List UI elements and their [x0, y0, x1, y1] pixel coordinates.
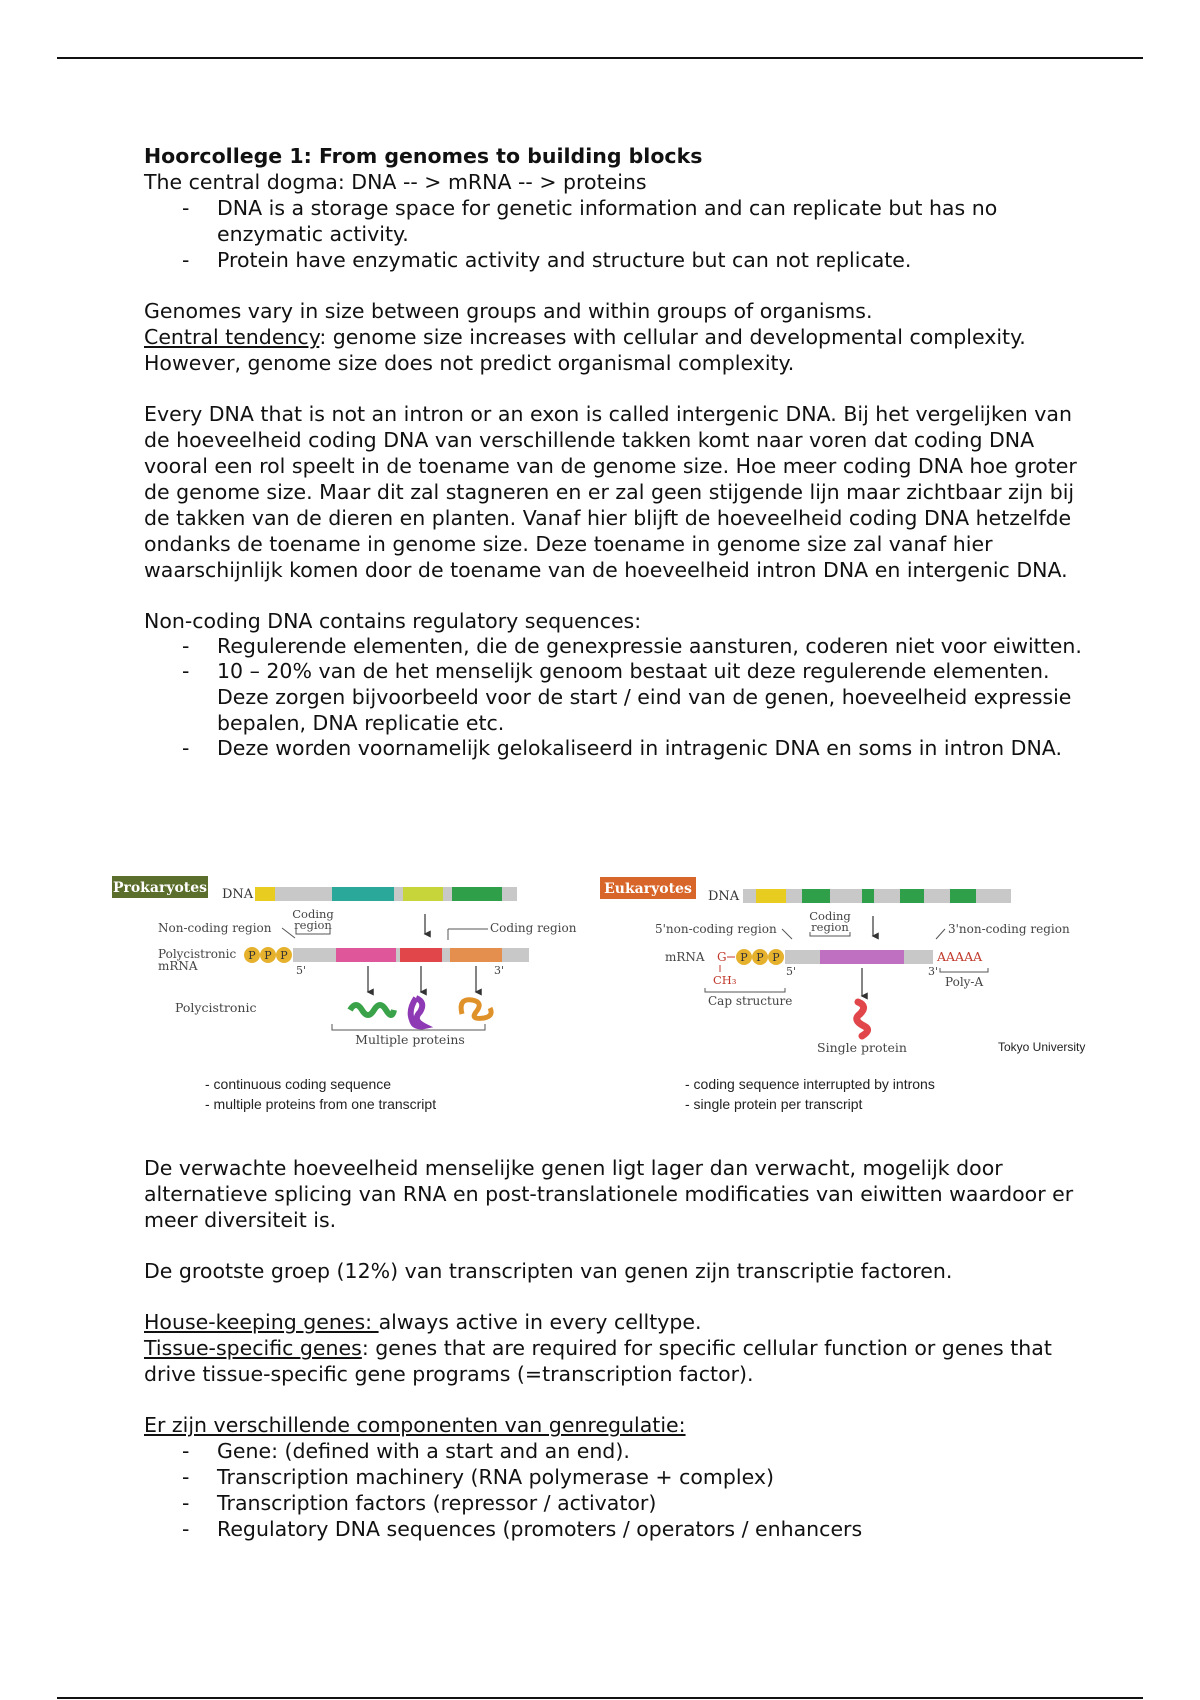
list-item: - Transcription machinery (RNA polymerase + complex)	[182, 1465, 774, 1489]
eukaryotes-badge-label: Eukaryotes	[604, 881, 692, 897]
protein-icon	[857, 1002, 868, 1036]
figure-svg	[110, 872, 1100, 1122]
dash-bullet: -	[182, 1491, 190, 1515]
dash-bullet: -	[182, 248, 190, 272]
dna-segment	[255, 887, 275, 901]
svg-text:P: P	[280, 949, 288, 962]
dna-segment	[332, 887, 394, 901]
svg-text:5': 5'	[296, 964, 307, 977]
image-credit: Tokyo University	[998, 1040, 1086, 1054]
noncoding-intro: Non-coding DNA contains regulatory sequences:	[144, 609, 642, 633]
svg-text:P: P	[772, 951, 780, 964]
prokaryote-caption: - continuous coding sequence	[205, 1076, 392, 1092]
dash-bullet: -	[182, 634, 190, 658]
dna-label: DNA	[222, 887, 254, 902]
noncoding-list	[144, 634, 1084, 760]
single-protein-label: Single protein	[817, 1040, 907, 1055]
list-item: - 10 – 20% van de het menselijk genoom bestaat uit deze regulerende elementen. Deze zorgen bijvoorbeeld voor de start / eind van de genen, hoeveelheid expressie bepalen, DNA replicatie etc.	[182, 659, 1072, 735]
dna-segment	[802, 889, 830, 903]
svg-text:3': 3'	[494, 964, 505, 977]
cap-structure-label: Cap structure	[708, 994, 793, 1008]
svg-text:P: P	[264, 949, 272, 962]
housekeeping-line: House-keeping genes: always active in every celltype.	[144, 1310, 702, 1334]
prokaryote-caption: - multiple proteins from one transcript	[205, 1096, 437, 1112]
protein-icon	[461, 1000, 491, 1019]
dash-bullet: -	[182, 736, 190, 760]
page-title: Hoorcollege 1: From genomes to building blocks	[144, 144, 703, 168]
dash-bullet: -	[182, 1465, 190, 1489]
protein-icon	[411, 998, 424, 1026]
svg-text:3': 3'	[928, 965, 939, 978]
transcription-factor-line: De grootste groep (12%) van transcripten van genen zijn transcriptie factoren.	[144, 1259, 953, 1283]
dna-segment	[950, 889, 976, 903]
document-body	[144, 143, 1084, 760]
guanine-cap-label: G	[717, 950, 727, 964]
dna-label: DNA	[708, 889, 740, 904]
dna-segment	[452, 887, 502, 901]
eukaryote-caption: - single protein per transcript	[685, 1096, 863, 1112]
dna-segment	[862, 889, 874, 903]
coding-region-label: region	[811, 920, 849, 934]
coding-region-label: region	[294, 918, 332, 932]
central-tendency-paragraph: Central tendency: genome size increases with cellular and developmental complexity. However, genome size does not predict organismal complexity.	[144, 325, 1026, 375]
noncoding-region-label: 5'non-coding region	[655, 922, 777, 936]
dash-bullet: -	[182, 1439, 190, 1463]
dna-segment	[403, 887, 443, 901]
tissue-specific-term: Tissue-specific genes	[144, 1336, 362, 1360]
regulation-list	[144, 1438, 1084, 1542]
dash-bullet: -	[182, 659, 190, 683]
human-genes-paragraph: De verwachte hoeveelheid menselijke genen ligt lager dan verwacht, mogelijk door alternatieve splicing van RNA en post-translationele modificaties van eiwitten waardoor er meer diversiteit is.	[144, 1156, 1074, 1232]
svg-text:5': 5'	[786, 965, 797, 978]
list-item: - Protein have enzymatic activity and structure but can not replicate.	[182, 248, 912, 272]
list-item: - Regulatory DNA sequences (promoters / operators / enhancers	[182, 1517, 863, 1541]
coding-region-label: Coding region	[490, 921, 577, 935]
mrna-segment	[820, 950, 904, 964]
list-item: - Gene: (defined with a start and an end).	[182, 1439, 630, 1463]
dogma-line: The central dogma: DNA -- > mRNA -- > proteins	[144, 170, 647, 194]
svg-text:P: P	[740, 951, 748, 964]
document-body-continued	[144, 1155, 1084, 1542]
gene-structure-figure	[110, 872, 1100, 1122]
protein-icon	[350, 1005, 394, 1015]
list-item: - DNA is a storage space for genetic information and can replicate but has no enzymatic activity.	[182, 196, 998, 246]
intergenic-paragraph: Every DNA that is not an intron or an exon is called intergenic DNA. Bij het vergelijken van de hoeveelheid coding DNA van verschillende takken komt naar voren dat coding DNA vooral een rol speelt in de toename van de genome size. Hoe meer coding DNA hoe groter de genome size. Maar dit zal stagneren en er zal geen stijgende lijn maar zichtbaar zijn bij de takken van de dieren en planten. Vanaf hier blijft de hoeveelheid coding DNA hetzelfde ondanks de toename in genome size. Deze toename in genome size zal vanaf hier waarschijnlijk komen door de toename van de hoeveelheid intron DNA en intergenic DNA.	[144, 402, 1077, 582]
mrna-label: Polycistronic	[158, 947, 237, 961]
dash-bullet: -	[182, 196, 190, 220]
mrna-segment	[336, 948, 396, 962]
coding-region-label: Coding	[809, 909, 851, 923]
list-item: - Regulerende elementen, die de genexpressie aansturen, coderen niet voor eiwitten.	[182, 634, 1082, 658]
dogma-list	[144, 195, 1084, 273]
list-item: - Transcription factors (repressor / activator)	[182, 1491, 657, 1515]
methyl-label: CH₃	[713, 973, 737, 987]
mrna-label: mRNA	[665, 950, 705, 964]
svg-text:P: P	[756, 951, 764, 964]
svg-text:P: P	[248, 949, 256, 962]
header-rule	[57, 57, 1143, 59]
dash-bullet: -	[182, 1517, 190, 1541]
eukaryote-panel	[600, 877, 1085, 1112]
central-tendency-term: Central tendency	[144, 325, 320, 349]
eukaryote-caption: - coding sequence interrupted by introns	[685, 1076, 935, 1092]
prokaryote-panel	[112, 876, 577, 1112]
multiple-proteins-label: Multiple proteins	[355, 1032, 465, 1047]
prokaryotes-badge-label: Prokaryotes	[112, 880, 208, 896]
noncoding-region-label: 3'non-coding region	[948, 922, 1070, 936]
polya-label: Poly-A	[945, 975, 984, 989]
housekeeping-term: House-keeping genes:	[144, 1310, 379, 1334]
regulation-heading: Er zijn verschillende componenten van genregulatie:	[144, 1413, 686, 1437]
genome-size-line: Genomes vary in size between groups and within groups of organisms.	[144, 299, 873, 323]
dna-segment	[900, 889, 924, 903]
noncoding-region-label: Non-coding region	[158, 921, 272, 935]
mrna-label: mRNA	[158, 959, 198, 973]
polya-tail: AAAAA	[937, 949, 983, 964]
mrna-segment	[450, 948, 502, 962]
dna-segment	[756, 889, 786, 903]
tissue-specific-paragraph: Tissue-specific genes: genes that are required for specific cellular function or genes that drive tissue-specific gene programs (=transcription factor).	[144, 1336, 1052, 1386]
mrna-segment	[400, 948, 442, 962]
list-item: - Deze worden voornamelijk gelokaliseerd in intragenic DNA en soms in intron DNA.	[182, 736, 1062, 760]
polycistronic-label: Polycistronic	[175, 1000, 257, 1015]
coding-region-label: Coding	[292, 907, 334, 921]
footer-rule	[57, 1697, 1143, 1699]
